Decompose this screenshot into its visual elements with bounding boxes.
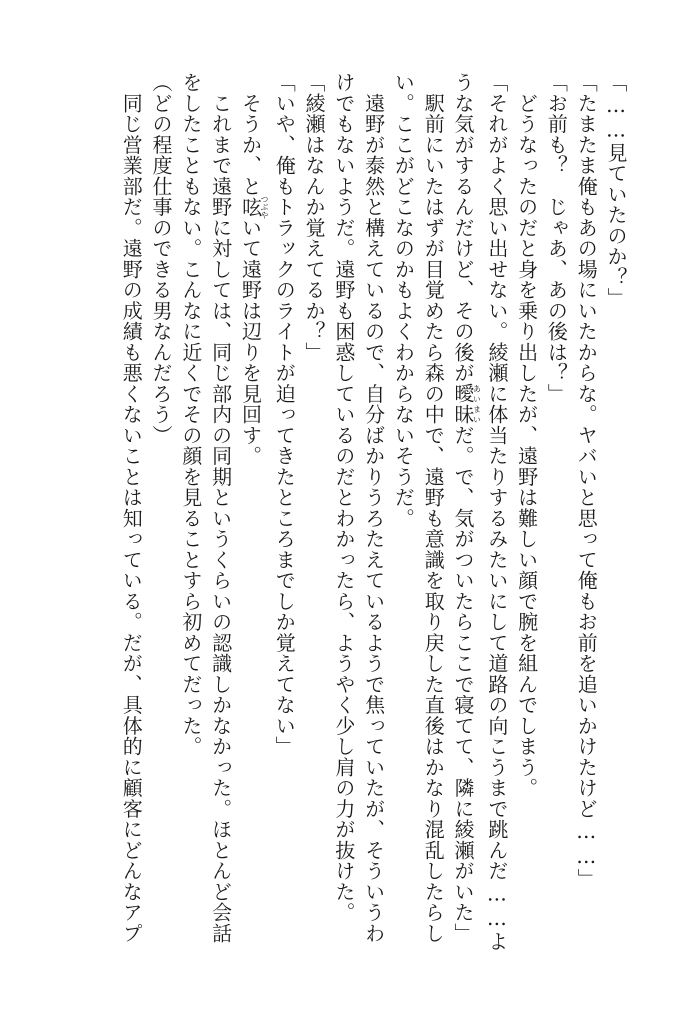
ruby-tsubuyaku: 呟つぶや	[238, 194, 269, 219]
text-line-6-after: だ。で、気がついたらここで寝てて、隣に綾瀬がいた」	[451, 424, 476, 944]
text-line-13	[235, 72, 269, 972]
text-line-6	[447, 72, 481, 972]
text-line-9: 遠野が泰然と構えているので、自分ばかりうろたえているようで焦っていたが、そういうわ	[361, 72, 386, 944]
text-line-13-before: そうか、と	[238, 72, 263, 197]
text-line-13-after: いて遠野は辺りを見回す。	[238, 217, 263, 467]
text-line-15: をしたこともない。こんなに近くでその顔を見ることすら初めてだった。	[178, 72, 203, 757]
text-line-12: 「いや、俺もトラックのライトが迫ってきたところまでしか覚えてない」	[272, 72, 297, 757]
ruby-tsubuyaku-reading: つぶや	[259, 194, 269, 219]
text-line-5: 「それがよく思い出せない。綾瀬に体当たりするみたいにして道路の向こうまで跳んだ……よ	[484, 72, 509, 952]
text-line-14: これまで遠野に対しては、同じ部内の同期というくらいの認識しかなかった。ほとんど会話	[208, 72, 233, 944]
text-line-11: 「綾瀬はなんか覚えてるか？」	[302, 72, 327, 363]
vertical-text-body	[115, 72, 630, 972]
text-line-4: どうなったのだと身を乗り出したが、遠野は難しい顔で腕を組んでしまう。	[514, 72, 539, 799]
ruby-aimai: 曖昧あいまい	[451, 383, 482, 425]
text-line-17: 同じ営業部だ。遠野の成績も悪くないことは知っている。だが、具体的に顧客にどんなアプ	[119, 72, 144, 944]
text-line-1: 「……見ていたのか？」	[604, 72, 628, 309]
text-line-6-before: うな気がするんだけど、その後が	[451, 72, 476, 384]
text-line-3: 「お前も？ じゃあ、あの後は？」	[544, 72, 569, 404]
text-line-7: 駅前にいたはずが目覚めたら森の中で、遠野も意識を取り戻した直後はかなり混乱したらし	[421, 72, 446, 944]
text-line-10: けでもないようだ。遠野も困惑しているのだとわかったら、ようやく少し肩の力が抜けた。	[331, 72, 356, 923]
text-line-16: （どの程度仕事のできる男なんだろう）	[149, 72, 174, 446]
ruby-aimai-reading: あいまい	[472, 383, 482, 425]
text-line-8: い。ここがどこなのかもよくわからないそうだ。	[391, 72, 416, 529]
text-line-2: 「たまたま俺もあの場にいたからな。ヤバいと思って俺もお前を追いかけたけど……」	[574, 72, 599, 890]
